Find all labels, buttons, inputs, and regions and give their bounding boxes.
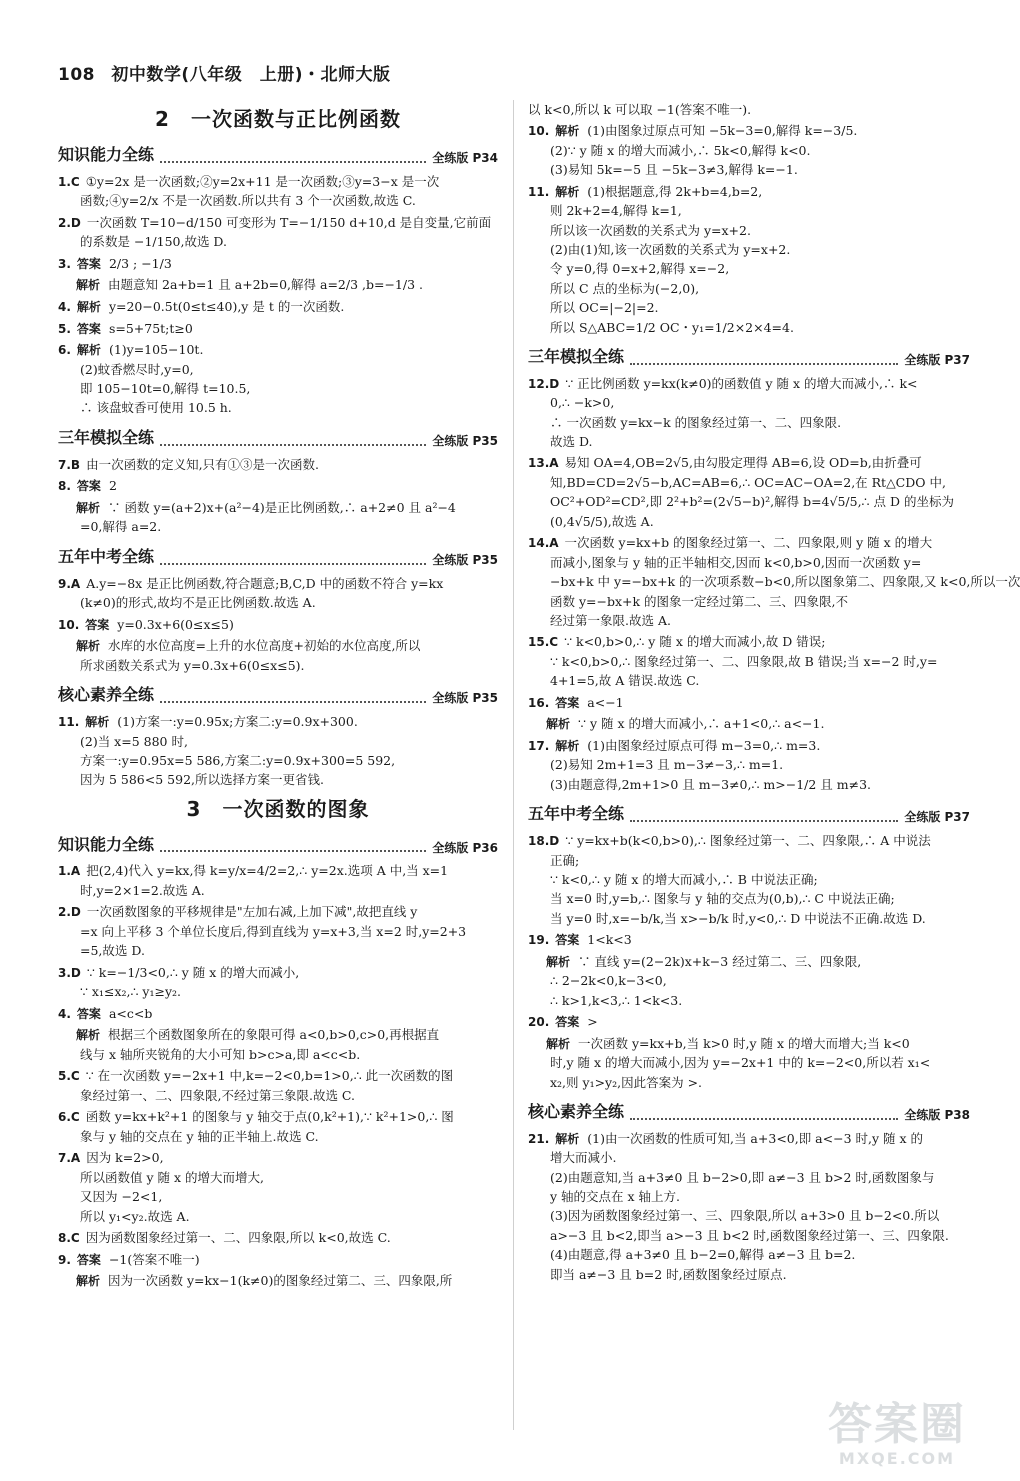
- question-number: 10.: [58, 617, 80, 632]
- answer-line: ∵ x₁≤x₂,∴ y₁≥y₂.: [80, 984, 182, 1000]
- question-number: 7.B: [58, 457, 81, 472]
- question-number: 14.A: [528, 536, 559, 551]
- answer-line: a<−1: [587, 694, 624, 710]
- section-heading: [58, 143, 498, 168]
- answer-line: (0,4√5/5),故选 A.: [550, 513, 654, 529]
- answer-entry: [58, 963, 498, 1002]
- answer-line: ∵ k<0,∴ y 随 x 的增大而减小,∴ B 中说法正确;: [550, 871, 818, 887]
- answer-entry: [528, 693, 970, 713]
- answer-line: ∵ 直线 y=(2−2k)x+k−3 经过第二、三、四象限,: [578, 953, 862, 969]
- section-page-ref: 全练版 P38: [904, 1108, 970, 1123]
- answer-entry: [528, 930, 970, 950]
- section-page-ref: 全练版 P34: [432, 151, 498, 166]
- answer-entry: [58, 1025, 498, 1064]
- answer-line: (1)由图象过原点可知 −5k−3=0,解得 k=−3/5.: [587, 123, 858, 139]
- answer-line: 水库的水位高度=上升的水位高度+初始的水位高度,所以: [108, 638, 421, 654]
- answer-label: 解析: [76, 1028, 101, 1043]
- answer-line: 线与 x 轴所夹锐角的大小可知 b>c>a,即 a<c<b.: [80, 1046, 361, 1062]
- section-heading: [58, 426, 498, 451]
- section-heading: [528, 802, 970, 827]
- answer-line: 而减小,图象与 y 轴的正半轴相交,因而 k<0,b>0,因而一次函数 y=: [550, 554, 922, 570]
- answer-line: (2)由(1)知,该一次函数的关系式为 y=x+2.: [550, 242, 791, 258]
- answer-line: ∵ 正比例函数 y=kx(k≠0)的函数值 y 随 x 的增大而减小,∴ k<: [565, 375, 918, 391]
- answer-line: 所以该一次函数的关系式为 y=x+2.: [550, 222, 751, 238]
- answer-line: a<c<b: [108, 1005, 153, 1021]
- answer-entry: [528, 714, 970, 734]
- answer-line: (2)由题意知,当 a+3≠0 且 b−2>0,即 a≠−3 且 b>2 时,函数图象与: [550, 1169, 935, 1185]
- answer-entry: [58, 1107, 498, 1146]
- answer-label: 解析: [555, 124, 580, 139]
- answer-label: 解析: [85, 714, 110, 729]
- answer-line: ∵ k<0,b>0,∴ y 随 x 的增大而减小,故 D 错误;: [564, 634, 826, 650]
- answer-line: 象与 y 轴的交点在 y 轴的正半轴上.故选 C.: [80, 1128, 319, 1144]
- answer-entry: [58, 636, 498, 675]
- section-title: 核心素养全练: [528, 1101, 625, 1121]
- answer-entry: [58, 574, 498, 613]
- question-number: 6.: [58, 343, 71, 358]
- answer-entry: [58, 1066, 498, 1105]
- section-page-ref: 全练版 P35: [432, 691, 498, 706]
- right-column: [528, 100, 1020, 1286]
- section-page-ref: 全练版 P35: [432, 434, 498, 449]
- answer-label: 解析: [76, 500, 101, 515]
- answer-line: 所以 OC=|−2|=2.: [550, 300, 659, 316]
- watermark-logo: [812, 1399, 982, 1473]
- answer-line: 易知 OA=4,OB=2√5,由勾股定理得 AB=6,设 OD=b,由折叠可: [564, 455, 922, 471]
- question-number: 2.D: [58, 215, 81, 230]
- answer-label: 答案: [76, 479, 101, 494]
- answer-label: 答案: [76, 321, 101, 336]
- question-number: 8.: [58, 479, 71, 494]
- question-number: 12.D: [528, 376, 560, 391]
- answer-line: (1)根据题意,得 2k+b=4,b=2,: [587, 183, 763, 199]
- question-number: 1.C: [58, 174, 80, 189]
- answer-line: ∵ y 随 x 的增大而减小,∴ a+1<0,∴ a<−1.: [578, 716, 825, 732]
- section-heading: [58, 833, 498, 858]
- section-page-ref: 全练版 P37: [904, 810, 970, 825]
- answer-line: 当 y=0 时,x=−b/k,当 x>−b/k 时,y<0,∴ D 中说法不正确.故选 D.: [550, 910, 926, 926]
- answer-line: s=5+75t;t≥0: [108, 320, 193, 336]
- answer-line: 一次函数图象的平移规律是"左加右减,上加下减",故把直线 y: [86, 904, 418, 920]
- section-title: 五年中考全练: [58, 546, 155, 566]
- question-number: 4.: [58, 1006, 71, 1021]
- dotted-leader: [160, 444, 426, 446]
- answer-line: 以 k<0,所以 k 可以取 −1(答案不唯一).: [528, 102, 752, 117]
- answer-label: 解析: [546, 717, 571, 732]
- watermark-main: 答案圈: [828, 1399, 966, 1450]
- answer-entry: [58, 455, 498, 475]
- answer-label: 答案: [555, 933, 580, 948]
- answer-entry: [528, 100, 970, 119]
- column-divider: [513, 100, 514, 1430]
- dotted-leader: [630, 1118, 898, 1120]
- question-number: 5.: [58, 321, 71, 336]
- section-page-ref: 全练版 P35: [432, 552, 498, 567]
- answer-label: 答案: [76, 1252, 101, 1267]
- answer-line: ∴ 2−2k<0,k−3<0,: [550, 973, 667, 989]
- section-heading: [528, 345, 970, 370]
- left-column: [58, 100, 498, 1293]
- answer-line: 函数 y=−bx+k 的图象一定经过第二、三、四象限,不: [550, 593, 849, 609]
- answer-entry: [58, 902, 498, 960]
- section-title: 核心素养全练: [58, 685, 155, 705]
- answer-entry: [528, 121, 970, 179]
- answer-line: 所以 y₁<y₂.故选 A.: [80, 1208, 190, 1224]
- answer-label: 答案: [555, 695, 580, 710]
- dotted-leader: [160, 161, 426, 163]
- question-number: 1.A: [58, 864, 81, 879]
- answer-entry: [528, 1129, 970, 1284]
- answer-line: (3)易知 5k=−5 且 −5k−3≠3,解得 k=−1.: [550, 162, 798, 178]
- dotted-leader: [630, 363, 898, 365]
- answer-line: −1(答案不唯一): [108, 1251, 200, 1267]
- answer-entry: [528, 182, 970, 337]
- answer-line: ①y=2x 是一次函数;②y=2x+11 是一次函数;③y=3−x 是一次: [85, 173, 440, 189]
- answer-line: 知,BD=CD=2√5−b,AC=AB=6,∴ OC=AC−OA=2,在 Rt△CDO 中,: [550, 475, 946, 491]
- question-number: 17.: [528, 738, 550, 753]
- answer-line: 0,∴ −k>0,: [550, 395, 615, 411]
- section-title: 知识能力全练: [58, 145, 155, 164]
- answer-line: 即当 a≠−3 且 b=2 时,函数图象经过原点.: [550, 1266, 787, 1282]
- answer-entry: [58, 254, 498, 274]
- answer-line: 增大而减小.: [550, 1150, 617, 1166]
- answer-line: 由一次函数的定义知,只有①③是一次函数.: [86, 456, 320, 472]
- answer-line: 一次函数 y=kx+b 的图象经过第一、二、四象限,则 y 随 x 的增大: [564, 535, 933, 551]
- answer-line: 故选 D.: [550, 434, 593, 450]
- answer-entry: [58, 498, 498, 537]
- answer-line: (2)易知 2m+1=3 且 m−3≠−3,∴ m=1.: [550, 757, 784, 773]
- answer-line: (1)方案一:y=0.95x;方案二:y=0.9x+300.: [117, 713, 358, 729]
- dotted-leader: [160, 850, 426, 852]
- question-number: 11.: [58, 714, 80, 729]
- answer-line: 即 105−10t=0,解得 t=10.5,: [80, 381, 251, 397]
- answer-line: ∵ 函数 y=(a+2)x+(a²−4)是正比例函数,∴ a+2≠0 且 a²−4: [108, 499, 456, 515]
- answer-line: 一次函数 T=10−d/150 可变形为 T=−1/150 d+10,d 是自变量,它前面: [86, 214, 492, 230]
- answer-line: 当 x=0 时,y=b,∴ 图象与 y 轴的交点为(0,b),∴ C 中说法正确;: [550, 891, 895, 907]
- answer-line: ∴ 该盘蚊香可使用 10.5 h.: [80, 400, 232, 416]
- answer-entry: [58, 1004, 498, 1024]
- question-number: 9.: [58, 1252, 71, 1267]
- question-number: 11.: [528, 184, 550, 199]
- answer-entry: [528, 736, 970, 794]
- answer-entry: [58, 615, 498, 635]
- question-number: 8.C: [58, 1230, 80, 1245]
- question-number: 19.: [528, 933, 550, 948]
- answer-entry: [528, 632, 970, 690]
- answer-line: y=0.3x+6(0≤x≤5): [117, 616, 234, 632]
- answer-line: 所以 S△ABC=1/2 OC・y₁=1/2×2×4=4.: [550, 319, 794, 335]
- page-number: 108: [58, 65, 95, 85]
- question-number: 18.D: [528, 833, 560, 848]
- answer-label: 答案: [85, 617, 110, 632]
- section-title: 三年模拟全练: [528, 346, 625, 366]
- dotted-leader: [630, 820, 898, 822]
- answer-line: (3)因为函数图象经过第一、三、四象限,所以 a+3>0 且 b−2<0.所以: [550, 1208, 940, 1224]
- section-heading: [58, 545, 498, 570]
- answer-label: 答案: [76, 1006, 101, 1021]
- answer-line: =5,故选 D.: [80, 943, 145, 959]
- answer-entry: [58, 1271, 498, 1291]
- answer-entry: [58, 172, 498, 211]
- page-header: [58, 62, 390, 88]
- answer-line: (k≠0)的形式,故均不是正比例函数.故选 A.: [80, 595, 316, 611]
- section-page-ref: 全练版 P36: [432, 840, 498, 855]
- question-number: 3.D: [58, 965, 81, 980]
- answer-line: (2)当 x=5 880 时,: [80, 733, 188, 749]
- answer-label: 解析: [76, 299, 101, 314]
- answer-entry: [58, 319, 498, 339]
- section-title: 五年中考全练: [528, 804, 625, 824]
- answer-line: x₂,则 y₁>y₂,因此答案为 >.: [550, 1074, 703, 1090]
- question-number: 9.A: [58, 576, 81, 591]
- answer-line: 因为 5 586<5 592,所以选择方案一更省钱.: [80, 772, 324, 788]
- answer-line: y 轴的交点在 x 轴上方.: [550, 1189, 681, 1205]
- answer-entry: [58, 275, 498, 295]
- answer-label: 解析: [76, 1274, 101, 1289]
- answer-line: ∵ y=kx+b(k<0,b>0),∴ 图象经过第一、二、四象限,∴ A 中说法: [565, 832, 931, 848]
- question-number: 13.A: [528, 456, 559, 471]
- question-number: 16.: [528, 695, 550, 710]
- answer-line: ∵ k=−1/3<0,∴ y 随 x 的增大而减小,: [86, 964, 300, 980]
- answer-line: 则 2k+2=4,解得 k=1,: [550, 203, 682, 219]
- answer-line: OC²+OD²=CD²,即 2²+b²=(2√5−b)²,解得 b=4√5/5,∴ 点 D 的坐标为: [550, 494, 954, 510]
- answer-line: (2)蚊香燃尽时,y=0,: [80, 361, 194, 377]
- answer-line: (3)由题意得,2m+1>0 且 m−3≠0,∴ m>−1/2 且 m≠3.: [550, 776, 872, 792]
- section-page-ref: 全练版 P37: [904, 353, 970, 368]
- answer-entry: [58, 861, 498, 900]
- question-number: 10.: [528, 124, 550, 139]
- answer-label: 解析: [76, 639, 101, 654]
- answer-line: (2)∵ y 随 x 的增大而减小,∴ 5k<0,解得 k<0.: [550, 142, 811, 158]
- section-heading: [528, 1100, 970, 1125]
- answer-line: =0,解得 a=2.: [80, 519, 162, 535]
- section-title: 三年模拟全练: [58, 427, 155, 447]
- answer-entry: [58, 1148, 498, 1226]
- answer-label: 答案: [555, 1014, 580, 1029]
- answer-label: 解析: [76, 343, 101, 358]
- answer-line: 函数 y=kx+k²+1 的图象与 y 轴交于点(0,k²+1),∵ k²+1>0,∴ 图: [85, 1109, 454, 1125]
- question-number: 6.C: [58, 1110, 80, 1125]
- answer-line: y=20−0.5t(0≤t≤40),y 是 t 的一次函数.: [108, 298, 345, 314]
- answer-line: ∴ 一次函数 y=kx−k 的图象经过第一、二、四象限.: [550, 414, 842, 430]
- answer-line: 象经过第一、二、四象限,不经过第三象限.故选 C.: [80, 1087, 356, 1103]
- answer-line: a>−3 且 b<2,即当 a>−3 且 b<2 时,函数图象经过第一、三、四象限.: [550, 1227, 949, 1243]
- answer-label: 解析: [555, 1131, 580, 1146]
- answer-line: ∵ 在一次函数 y=−2x+1 中,k=−2<0,b=1>0,∴ 此一次函数的图: [85, 1068, 454, 1084]
- question-number: 7.A: [58, 1151, 81, 1166]
- answer-entry: [58, 476, 498, 496]
- answer-line: 4+1=5,故 A 错误.故选 C.: [550, 673, 700, 689]
- answer-line: ∴ k>1,k<3,∴ 1<k<3.: [550, 992, 683, 1008]
- answer-line: 因为一次函数 y=kx−1(k≠0)的图象经过第二、三、四象限,所: [108, 1273, 453, 1289]
- answer-line: 因为函数图象经过第一、二、四象限,所以 k<0,故选 C.: [85, 1229, 391, 1245]
- dotted-leader: [160, 701, 426, 703]
- section-heading: [58, 683, 498, 708]
- answer-line: 一次函数 y=kx+b,当 k>0 时,y 随 x 的增大而增大;当 k<0: [578, 1035, 910, 1051]
- answer-line: (1)由图象经过原点可得 m−3=0,∴ m=3.: [587, 737, 821, 753]
- question-number: 2.D: [58, 905, 81, 920]
- book-title: 初中数学(八年级 上册)・北师大版: [111, 65, 391, 85]
- chapter-title: 2 一次函数与正比例函数: [155, 107, 401, 131]
- question-number: 5.C: [58, 1069, 80, 1084]
- answer-line: 所以 C 点的坐标为(−2,0),: [550, 280, 700, 296]
- answer-line: (1)y=105−10t.: [108, 342, 204, 358]
- answer-line: 把(2,4)代入 y=kx,得 k=y/x=4/2=2,∴ y=2x.选项 A 中,当 x=1: [86, 863, 449, 879]
- answer-line: 的系数是 −1/150,故选 D.: [80, 234, 227, 250]
- answer-entry: [58, 340, 498, 418]
- answer-entry: [528, 374, 970, 452]
- answer-line: 令 y=0,得 0=x+2,解得 x=−2,: [550, 261, 730, 277]
- answer-entry: [58, 213, 498, 252]
- watermark-url: MXQE.COM: [838, 1449, 956, 1468]
- answer-line: 所求函数关系式为 y=0.3x+6(0≤x≤5).: [80, 657, 305, 673]
- answer-label: 解析: [546, 1036, 571, 1051]
- answer-line: −bx+k 中 y=−bx+k 的一次项系数−b<0,所以图象第二、四象限,又 k<0,所以一次: [550, 574, 1020, 590]
- question-number: 4.: [58, 299, 71, 314]
- dotted-leader: [160, 563, 426, 565]
- answer-line: 又因为 −2<1,: [80, 1189, 163, 1205]
- answer-line: 因为 k=2>0,: [86, 1150, 164, 1166]
- answer-entry: [58, 712, 498, 790]
- answer-line: =x 向上平移 3 个单位长度后,得到直线为 y=x+3,当 x=2 时,y=2+3: [80, 923, 467, 939]
- answer-entry: [528, 453, 970, 531]
- answer-line: 函数;④y=2/x 不是一次函数.所以共有 3 个一次函数,故选 C.: [80, 193, 416, 209]
- answer-line: 经过第一象限.故选 A.: [550, 612, 671, 628]
- answer-line: 时,y 随 x 的增大而减小,因为 y=−2x+1 中的 k=−2<0,所以若 x₁<: [550, 1055, 931, 1071]
- answer-entry: [528, 952, 970, 1010]
- question-number: 15.C: [528, 635, 559, 650]
- answer-entry: [58, 297, 498, 317]
- answer-line: >: [587, 1013, 598, 1029]
- answer-entry: [528, 831, 970, 928]
- answer-line: ∵ k<0,b>0,∴ 图象经过第一、二、四象限,故 B 错误;当 x=−2 时,y=: [550, 653, 938, 669]
- section-title: 知识能力全练: [58, 834, 155, 854]
- answer-label: 解析: [555, 738, 580, 753]
- answer-line: (4)由题意,得 a+3≠0 且 b−2=0,解得 a≠−3 且 b=2.: [550, 1247, 856, 1263]
- answer-line: A.y=−8x 是正比例函数,符合题意;B,C,D 中的函数不符合 y=kx: [86, 575, 444, 591]
- answer-entry: [528, 1012, 970, 1032]
- answer-line: 根据三个函数图象所在的象限可得 a<0,b>0,c>0,再根据直: [108, 1027, 440, 1043]
- answer-label: 解析: [546, 954, 571, 969]
- chapter-title: 3 一次函数的图象: [186, 796, 370, 821]
- question-number: 21.: [528, 1131, 550, 1146]
- answer-line: 1<k<3: [587, 932, 632, 948]
- answer-entry: [528, 533, 1020, 630]
- answer-line: 方案一:y=0.95x=5 586,方案二:y=0.9x+300=5 592,: [80, 752, 396, 768]
- answer-line: (1)由一次函数的性质可知,当 a+3<0,即 a<−3 时,y 随 x 的: [587, 1130, 924, 1146]
- answer-line: 时,y=2×1=2.故选 A.: [80, 883, 205, 899]
- answer-entry: [58, 1228, 498, 1248]
- question-number: 3.: [58, 256, 71, 271]
- answer-label: 答案: [76, 256, 101, 271]
- answer-entry: [58, 1250, 498, 1270]
- answer-label: 解析: [555, 184, 580, 199]
- answer-entry: [528, 1034, 970, 1092]
- question-number: 20.: [528, 1014, 550, 1029]
- answer-line: 正确;: [550, 852, 580, 868]
- answer-line: 2: [108, 478, 117, 494]
- answer-line: 由题意知 2a+b=1 且 a+2b=0,解得 a=2/3 ,b=−1/3 .: [108, 277, 424, 293]
- answer-line: 2/3 ; −1/3: [108, 255, 172, 271]
- answer-line: 所以函数值 y 随 x 的增大而增大,: [80, 1169, 264, 1185]
- answer-label: 解析: [76, 278, 101, 293]
